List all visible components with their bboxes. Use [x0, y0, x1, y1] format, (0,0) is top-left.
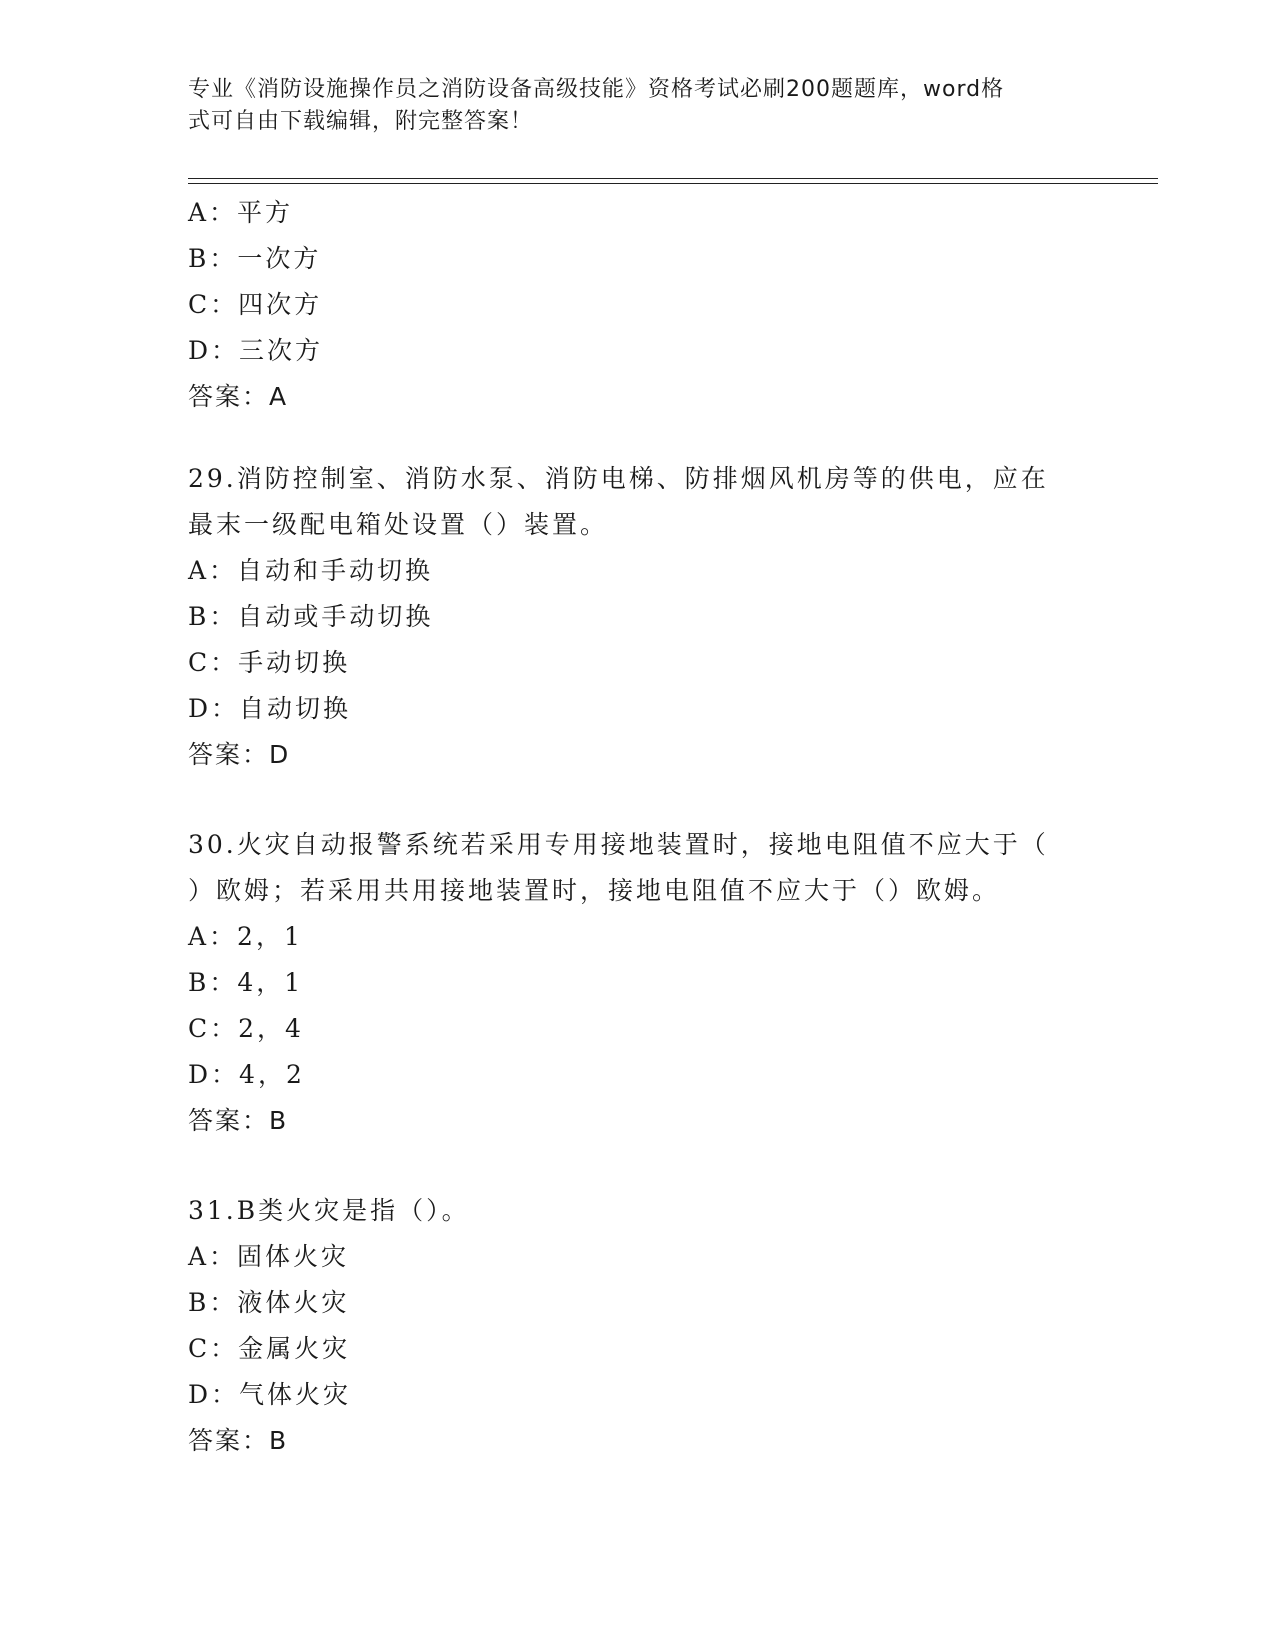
option-a: A：2，1 [188, 922, 303, 951]
question-29 [188, 456, 1088, 778]
answer: 答案：B [188, 1426, 289, 1455]
question-31 [188, 1188, 1088, 1464]
option-c: C：四次方 [188, 290, 323, 319]
option-d: D：4，2 [188, 1060, 305, 1089]
question-stem-line-2: ）欧姆；若采用共用接地装置时，接地电阻值不应大于（）欧姆。 [188, 876, 1001, 905]
option-a: A：固体火灾 [188, 1242, 350, 1271]
option-a: A：自动和手动切换 [188, 556, 434, 585]
header-divider-top [188, 178, 1158, 179]
answer: 答案：A [188, 382, 289, 411]
question-stem-line-1: 31.B类火灾是指（）。 [188, 1196, 470, 1225]
option-c: C：手动切换 [188, 648, 351, 677]
option-c: C：2，4 [188, 1014, 304, 1043]
option-a: A：平方 [188, 198, 294, 227]
document-header [188, 74, 1088, 138]
option-d: D：自动切换 [188, 694, 352, 723]
option-b: B：4，1 [188, 968, 304, 997]
question-stem-line-1: 29.消防控制室、消防水泵、消防电梯、防排烟风机房等的供电，应在 [188, 464, 1049, 493]
question-28 [188, 190, 1088, 420]
question-stem-line-1: 30.火灾自动报警系统若采用专用接地装置时，接地电阻值不应大于（ [188, 830, 1049, 859]
option-d: D：三次方 [188, 336, 324, 365]
option-c: C：金属火灾 [188, 1334, 351, 1363]
header-divider-bottom [188, 183, 1158, 184]
option-b: B：液体火灾 [188, 1288, 350, 1317]
header-line-1: 专业《消防设施操作员之消防设备高级技能》资格考试必刷200题题库，word格 [188, 77, 1005, 102]
option-b: B：一次方 [188, 244, 322, 273]
question-30 [188, 822, 1088, 1144]
option-d: D：气体火灾 [188, 1380, 352, 1409]
answer: 答案：D [188, 740, 291, 769]
header-line-2: 式可自由下载编辑，附完整答案！ [188, 109, 534, 134]
option-b: B：自动或手动切换 [188, 602, 434, 631]
answer: 答案：B [188, 1106, 289, 1135]
question-stem-line-2: 最末一级配电箱处设置（）装置。 [188, 510, 609, 539]
